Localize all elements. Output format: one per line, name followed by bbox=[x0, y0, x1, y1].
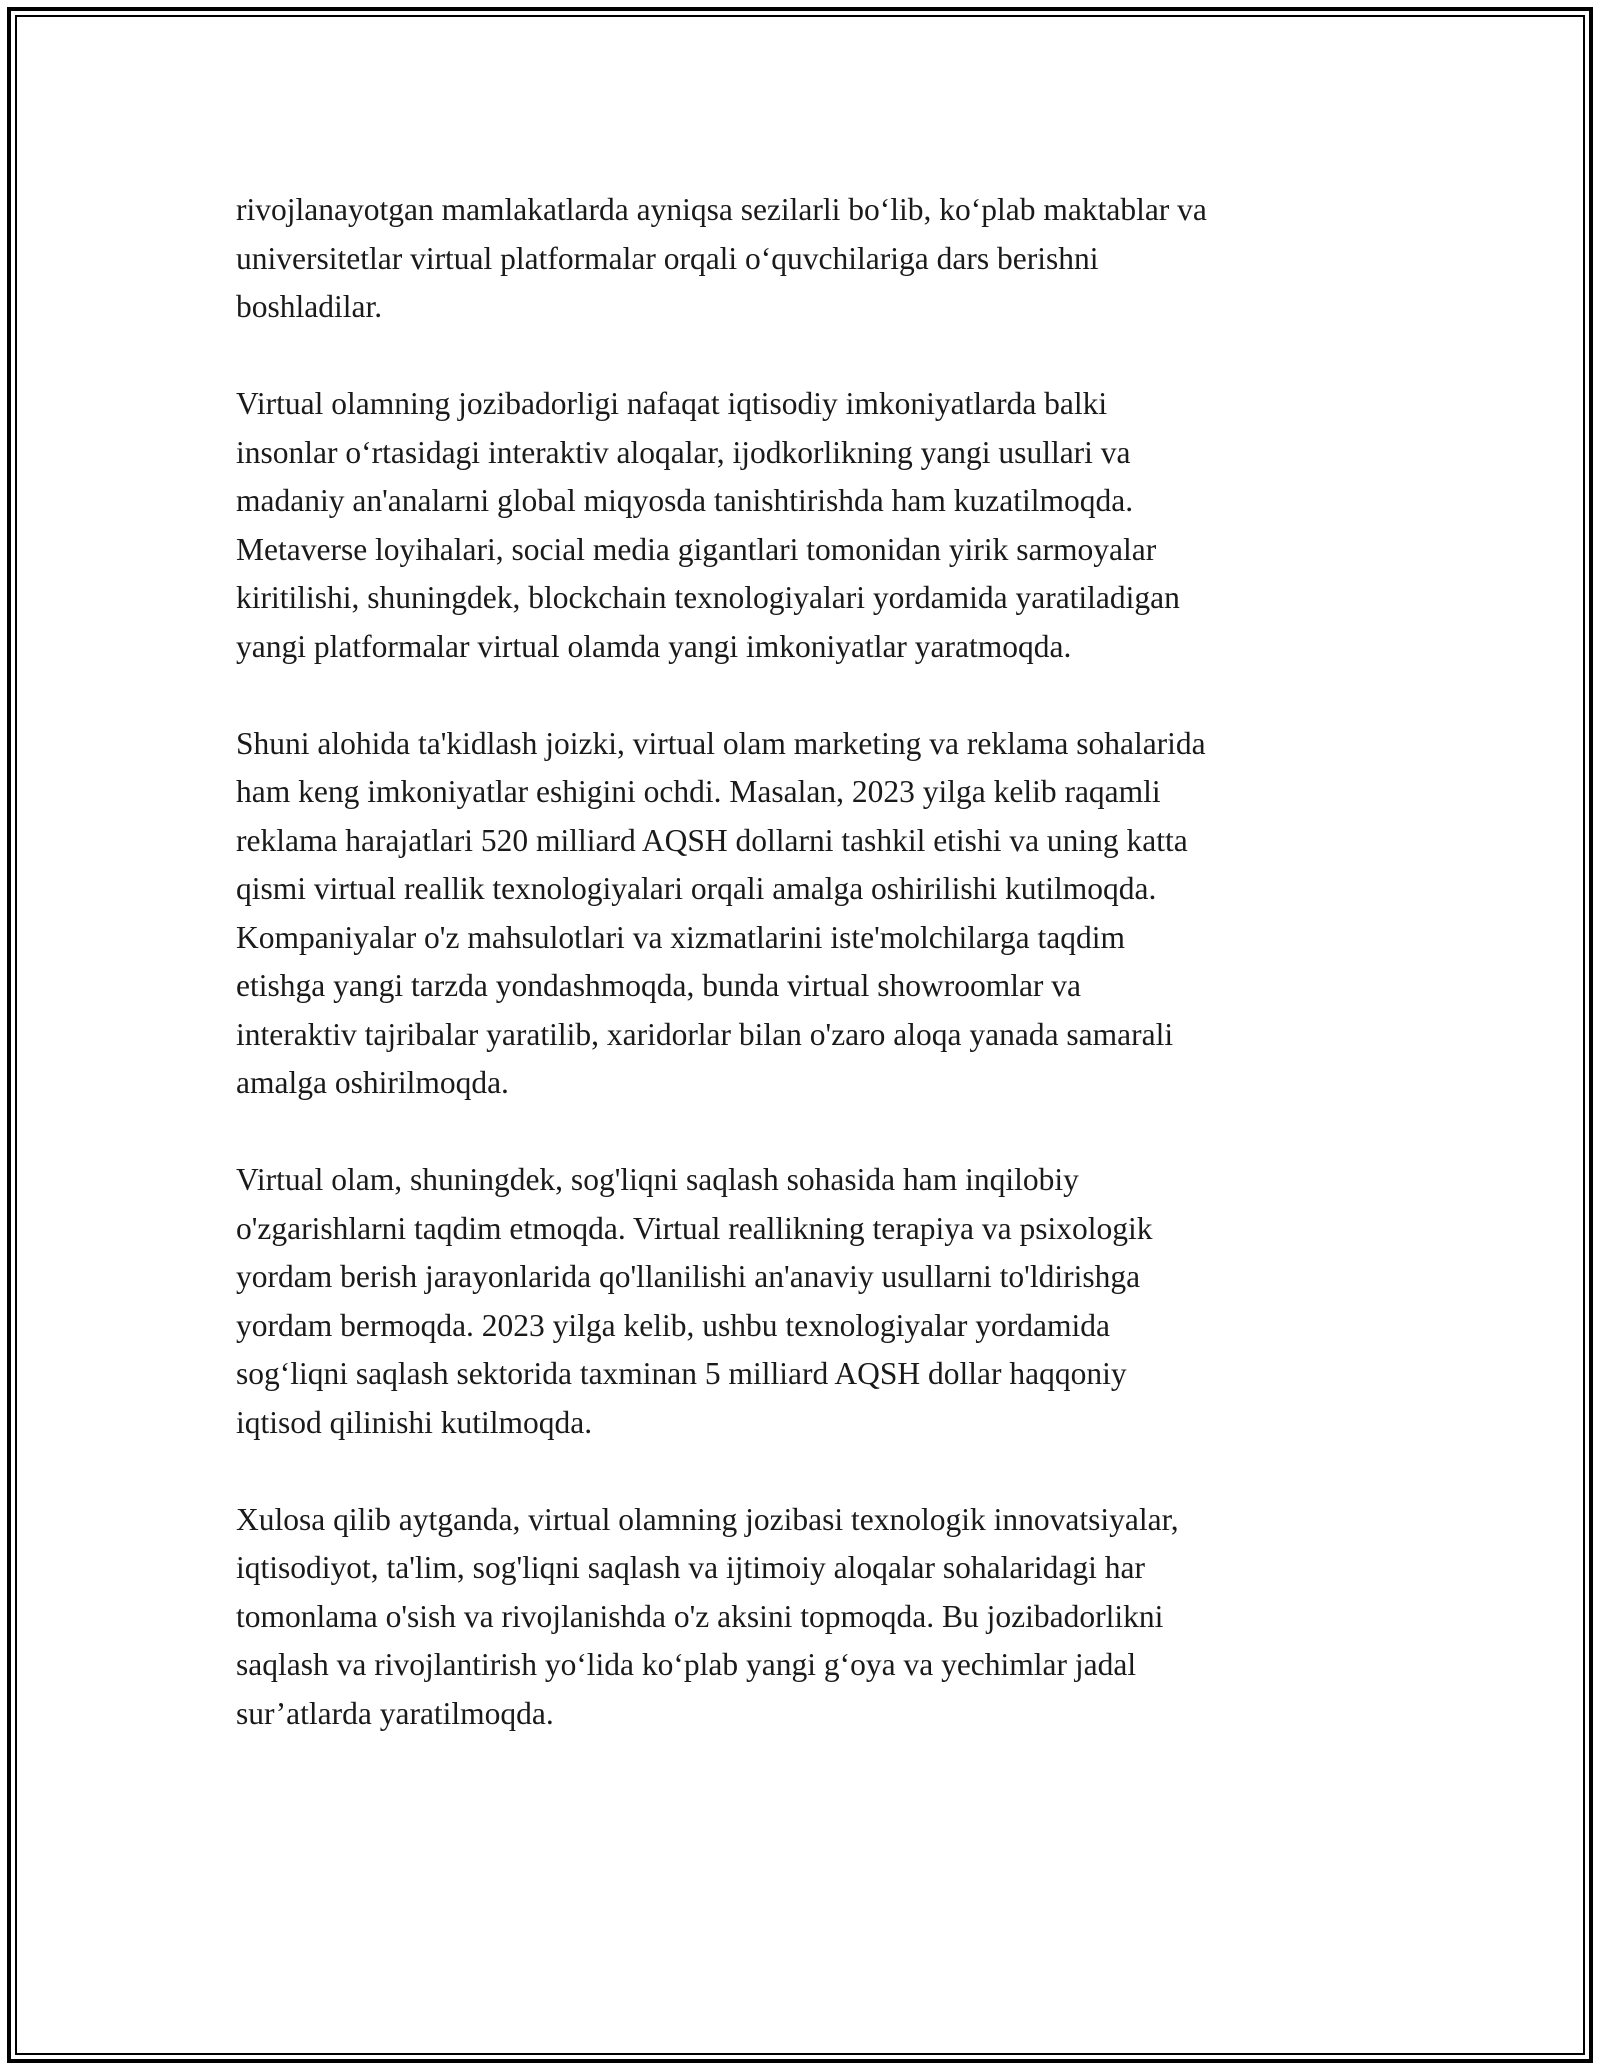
paragraph-marketing: Shuni alohida ta'kidlash joizki, virtual olam marketing va reklama sohalarida ham keng imkoniyatlar eshigini ochdi. Masalan, 2023 yilga kelib raqamli reklama harajatlari 520 milliard AQSH dollarni tashkil etishi va uning katta qismi virtual reallik texnologiyalari orqali amalga oshirilishi kutilmoqda. Kompaniyalar o'z mahsulotlari va xizmatlarini iste'molchilarga taqdim etishga yangi tarzda yondashmoqda, bunda virtual showroomlar va interaktiv tajribalar yaratilib, xaridorlar bilan o'zaro aloqa yanada samarali amalga oshirilmoqda. bbox=[236, 725, 1206, 1100]
paragraph-healthcare: Virtual olam, shuningdek, sog'liqni saqlash sohasida ham inqilobiy o'zgarishlarni taqdim etmoqda. Virtual reallikning terapiya va psixologik yordam berish jarayonlarida qo'llanilishi an'anaviy usullarni to'ldirishga yordam bermoqda. 2023 yilga kelib, ushbu texnologiyalar yordamida sog‘liqni saqlash sektorida taxminan 5 milliard AQSH dollar haqqoniy iqtisod qilinishi kutilmoqda. bbox=[236, 1162, 1153, 1440]
paragraph-attractiveness: Virtual olamning jozibadorligi nafaqat iqtisodiy imkoniyatlarda balki insonlar o‘rtasidagi interaktiv aloqalar, ijodkorlikning yangi usullari va madaniy an'analarni global miqyosda tanishtirishda ham kuzatilmoqda. Metaverse loyihalari, social media gigantlari tomonidan yirik sarmoyalar kiritilishi, shuningdek, blockchain texnologiyalari yordamida yaratiladigan yangi platformalar virtual olamda yangi imkoniyatlar yaratmoqda. bbox=[236, 386, 1180, 664]
document-body bbox=[236, 186, 1376, 1787]
paragraph-education: rivojlanayotgan mamlakatlarda ayniqsa sezilarli bo‘lib, ko‘plab maktablar va universitetlar virtual platformalar orqali o‘quvchilariga dars berishni boshladilar. bbox=[236, 192, 1207, 324]
paragraph-conclusion: Xulosa qilib aytganda, virtual olamning jozibasi texnologik innovatsiyalar, iqtisodiyot, ta'lim, sog'liqni saqlash va ijtimoiy aloqalar sohalaridagi har tomonlama o'sish va rivojlanishda o'z aksini topmoqda. Bu jozibadorlikni saqlash va rivojlantirish yo‘lida ko‘plab yangi g‘oya va yechimlar jadal sur’atlarda yaratilmoqda. bbox=[236, 1501, 1179, 1731]
